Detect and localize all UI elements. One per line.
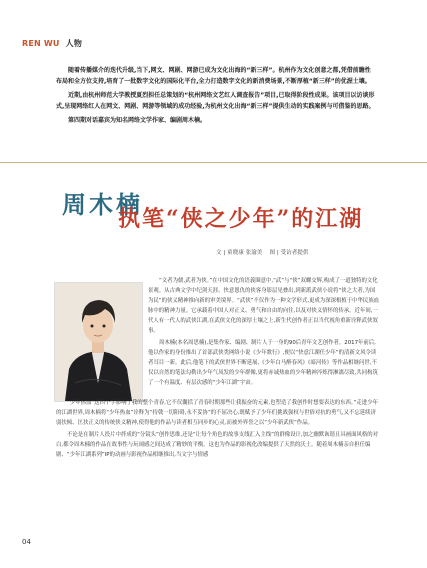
section-label-en: REN WU xyxy=(22,39,60,48)
portrait-photo xyxy=(54,282,143,402)
portrait-illustration xyxy=(55,283,142,401)
intro-paragraph: 随着传播媒介的迭代升级,当下,网文、网剧、网游已成为文化出海的“新三样”。杭州作为文化创意之都,凭借前瞻性布局和全方位支持,培育了一批数字文化的国际化平台,全力打造数字文化的新消费场景,不断厚植“新三样”的优渥土壤。 xyxy=(56,67,371,85)
byline: 文 | 童晓康 张渝美 图 | 受访者提供 xyxy=(216,250,309,256)
body-paragraph: “文者为儒,武者为侠。”在中国文化的语義圈意中,“武”与“侠”双螺交辉,构成了一道独特的文化景观。从古典文学中纪剑天涯、快意恩仇的侠客身影层见叠出,到新派武侠小说将“侠之大者,为国为民”的侠义精神推向新的审美境界。“武侠”不仅作为一种文学形式,更成为深深根植于中华民族血脉中的精神力量。它承载着中国人对正义、勇气和自由的向往,以及对侠义情怀的传承。近年间,一代人有一代人的武侠江湖,在武侠文化的深厚土壤之上,新生代创作者正以当代视角重新诠释武侠叙事。 xyxy=(148,278,380,334)
article-body-top xyxy=(148,276,380,390)
body-paragraph: “少年热血”这四个字影响了我的整个青春,它不仅囊括了青春时期那些让我振奋的元素,也塑造了我创作时想要表达的东西。”走进少年的江湖世界,周木楠将“少年热血”诠释为“持戟一切阻碍,永不妥协”的不屈决心,既赋予了少年们挑战强权与世俗对抗的勇气,又不忘延续济弱扶倾、匡扶正义的传统侠义精神,使得他的作品与读者相互同步的心灵,而被外界誉之以“少年新武侠”作品。 xyxy=(56,400,378,426)
person-name: 周木楠 xyxy=(62,191,143,219)
page-number: 04 xyxy=(22,538,31,546)
section-label-cn: 人物 xyxy=(65,39,83,48)
intro-block xyxy=(56,66,376,131)
article-body-bottom xyxy=(56,398,380,462)
section-header xyxy=(22,38,82,49)
intro-paragraph: 近期,由杭州师范大学教授夏烈担任总策划的“杭州网络文艺红人调查报告”项目,已取得阶段性成果。该项目以访谈形式,呈现网络红人在网文、网剧、网游等领域的成功经验,为杭州文化出海“新三样”提供生动的实践案例与可借鉴的思路。 xyxy=(56,92,375,110)
article-title: 执笔“侠之少年”的江湖 xyxy=(118,206,364,232)
body-paragraph: 周木楠(本名周思楠),是集作家、编剧、制片人于一身的90后青年文艺创作者。2017年前后,他以作家的身份推出了首部武侠类网络小说《少年歌行》,便以“快意江湖任少年”的清新文风令读者耳目一新。此后,他笔下的武侠世界不断延展,《少年白马醉春风》《暗河传》等作品相继问世,不仅以自然的笔法勾勒出少年气凤发的少年群像,更将赤诚热血的少年精神淬炼得淋漓尽致,共同构筑了一个有温度、有层次感的“少年江湖”宇宙。 xyxy=(148,340,378,386)
divider xyxy=(0,162,427,163)
intro-paragraph: 第四期对话嘉宾为知名网络文学作家、编剧周木楠。 xyxy=(68,117,207,124)
body-paragraph: 不论是在制片人投片中拌成的“分镜头”创作思维,还是“让每个角色的故事支线汇入主线”的群像设计,加之幽默诙谐且具画面风格的对白,都令周木楠的作品在故事性与玩闹感之间达成了精妙的平衡。这也为作品的影视化改编提供了天然的沃土。随着周木楠亲自担任编剧、“少年江湖系列”IP的动画与影视作品相继推出,当文字与情感 xyxy=(56,432,379,458)
